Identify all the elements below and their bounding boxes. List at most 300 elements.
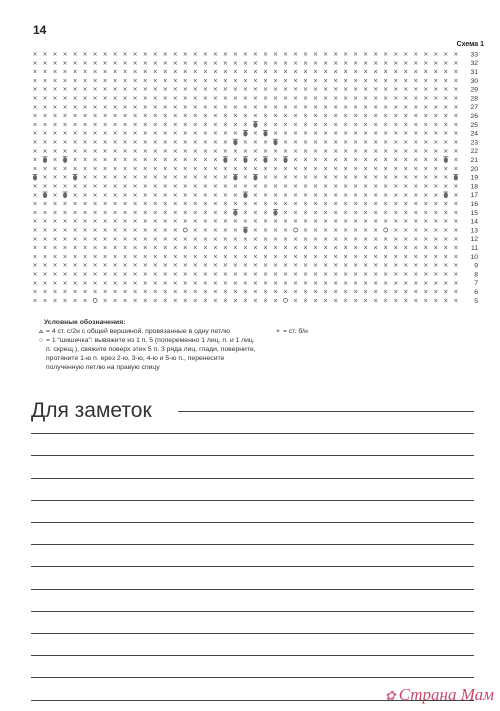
single-crochet-mark: × bbox=[433, 51, 439, 58]
row-number: 9 bbox=[474, 262, 478, 270]
single-crochet-mark: × bbox=[363, 200, 369, 208]
single-crochet-mark: × bbox=[383, 262, 389, 270]
single-crochet-mark: × bbox=[132, 139, 138, 146]
single-crochet-mark: × bbox=[423, 279, 429, 287]
single-crochet-mark: × bbox=[172, 121, 178, 129]
single-crochet-mark: × bbox=[72, 147, 78, 155]
single-crochet-mark: × bbox=[82, 51, 88, 58]
single-crochet-mark: × bbox=[82, 262, 88, 270]
single-crochet-mark: × bbox=[242, 235, 248, 243]
single-crochet-mark: × bbox=[383, 139, 389, 146]
single-crochet-mark: × bbox=[443, 288, 449, 296]
single-crochet-mark: × bbox=[393, 200, 399, 208]
single-crochet-mark: × bbox=[333, 244, 339, 252]
single-crochet-mark: × bbox=[242, 218, 248, 226]
single-crochet-mark: × bbox=[82, 77, 88, 85]
single-crochet-mark: × bbox=[453, 262, 459, 270]
single-crochet-mark: × bbox=[393, 130, 399, 138]
single-crochet-mark: × bbox=[172, 200, 178, 208]
single-crochet-mark: × bbox=[393, 279, 399, 287]
single-crochet-mark: × bbox=[413, 95, 419, 102]
single-crochet-mark: × bbox=[102, 262, 108, 270]
single-crochet-mark: × bbox=[373, 95, 379, 102]
single-crochet-mark: × bbox=[293, 191, 299, 199]
single-crochet-mark: × bbox=[202, 218, 208, 226]
row-number: 13 bbox=[470, 227, 478, 235]
single-crochet-mark: × bbox=[323, 95, 329, 102]
single-crochet-mark: × bbox=[313, 235, 319, 243]
single-crochet-mark: × bbox=[112, 253, 118, 261]
single-crochet-mark: × bbox=[192, 262, 198, 270]
single-crochet-mark: × bbox=[262, 279, 268, 287]
single-crochet-mark: × bbox=[353, 271, 359, 278]
bobble-mark bbox=[384, 228, 388, 232]
single-crochet-mark: × bbox=[262, 183, 268, 190]
single-crochet-mark: × bbox=[222, 68, 228, 76]
single-crochet-mark: × bbox=[433, 183, 439, 190]
single-crochet-mark: × bbox=[323, 244, 329, 252]
single-crochet-mark: × bbox=[92, 262, 98, 270]
single-crochet-mark: × bbox=[423, 191, 429, 199]
single-crochet-mark: × bbox=[272, 279, 278, 287]
single-crochet-mark: × bbox=[122, 235, 128, 243]
single-crochet-mark: × bbox=[102, 103, 108, 111]
single-crochet-mark: × bbox=[142, 218, 148, 226]
single-crochet-mark: × bbox=[112, 103, 118, 111]
single-crochet-mark: × bbox=[232, 103, 238, 111]
single-crochet-mark: × bbox=[192, 191, 198, 199]
single-crochet-mark: × bbox=[282, 253, 289, 261]
single-crochet-mark: × bbox=[453, 288, 459, 296]
single-crochet-mark: × bbox=[192, 288, 198, 296]
cluster-mark bbox=[223, 157, 228, 163]
single-crochet-mark: × bbox=[413, 235, 419, 243]
single-crochet-mark: × bbox=[353, 165, 359, 173]
single-crochet-mark: × bbox=[72, 253, 78, 261]
single-crochet-mark: × bbox=[353, 244, 359, 252]
single-crochet-mark: × bbox=[313, 209, 319, 217]
single-crochet-mark: × bbox=[142, 262, 148, 270]
single-crochet-mark: × bbox=[373, 156, 379, 164]
single-crochet-mark: × bbox=[132, 191, 138, 199]
single-crochet-mark: × bbox=[202, 227, 208, 234]
single-crochet-mark: × bbox=[383, 130, 389, 138]
single-crochet-mark: × bbox=[32, 139, 38, 146]
single-crochet-mark: × bbox=[42, 297, 48, 305]
single-crochet-mark: × bbox=[172, 165, 178, 173]
single-crochet-mark: × bbox=[423, 253, 429, 261]
single-crochet-mark: × bbox=[313, 147, 319, 155]
single-crochet-mark: × bbox=[42, 218, 48, 226]
single-crochet-mark: × bbox=[72, 262, 78, 270]
single-crochet-mark: × bbox=[62, 130, 68, 138]
single-crochet-mark: × bbox=[293, 279, 299, 287]
cluster-stitch-icon: ⩟ bbox=[38, 328, 44, 335]
row-number: 26 bbox=[470, 113, 478, 120]
single-crochet-mark: × bbox=[92, 235, 98, 243]
single-crochet-mark: × bbox=[192, 139, 198, 146]
single-crochet-mark: × bbox=[373, 262, 379, 270]
single-crochet-mark: × bbox=[323, 112, 329, 120]
single-crochet-mark: × bbox=[202, 147, 208, 155]
row-number: 10 bbox=[470, 253, 478, 261]
note-line bbox=[31, 478, 474, 479]
single-crochet-mark: × bbox=[252, 218, 258, 226]
single-crochet-mark: × bbox=[142, 147, 148, 155]
bobble-mark bbox=[93, 298, 97, 302]
single-crochet-mark: × bbox=[363, 227, 369, 234]
single-crochet-mark: × bbox=[102, 147, 108, 155]
single-crochet-mark: × bbox=[142, 297, 148, 305]
single-crochet-mark: × bbox=[132, 147, 138, 155]
single-crochet-mark: × bbox=[32, 77, 38, 85]
single-crochet-mark: × bbox=[293, 147, 299, 155]
single-crochet-mark: × bbox=[42, 103, 48, 111]
single-crochet-mark: × bbox=[262, 68, 268, 76]
single-crochet-mark: × bbox=[102, 165, 108, 173]
single-crochet-mark: × bbox=[192, 77, 198, 85]
single-crochet-mark: × bbox=[112, 183, 118, 190]
single-crochet-mark: × bbox=[132, 235, 138, 243]
single-crochet-mark: × bbox=[373, 297, 379, 305]
single-crochet-mark: × bbox=[282, 86, 289, 94]
cluster-mark bbox=[273, 210, 278, 216]
single-crochet-mark: × bbox=[282, 218, 289, 226]
single-crochet-mark: × bbox=[192, 200, 198, 208]
single-crochet-mark: × bbox=[222, 51, 228, 58]
single-crochet-mark: × bbox=[383, 86, 389, 94]
single-crochet-mark: × bbox=[152, 227, 158, 234]
single-crochet-mark: × bbox=[363, 121, 369, 129]
single-crochet-mark: × bbox=[443, 200, 449, 208]
single-crochet-mark: × bbox=[62, 297, 68, 305]
row-number: 5 bbox=[474, 297, 478, 305]
single-crochet-mark: × bbox=[313, 262, 319, 270]
single-crochet-mark: × bbox=[102, 51, 108, 58]
single-crochet-mark: × bbox=[222, 174, 228, 182]
single-crochet-mark: × bbox=[72, 86, 78, 94]
single-crochet-mark: × bbox=[152, 51, 158, 58]
single-crochet-mark: × bbox=[282, 183, 289, 190]
single-crochet-mark: × bbox=[262, 218, 268, 226]
single-crochet-mark: × bbox=[152, 130, 158, 138]
single-crochet-mark: × bbox=[52, 209, 58, 217]
single-crochet-mark: × bbox=[182, 183, 188, 190]
single-crochet-mark: × bbox=[353, 147, 359, 155]
single-crochet-mark: × bbox=[92, 227, 98, 234]
single-crochet-mark: × bbox=[232, 297, 238, 305]
single-crochet-mark: × bbox=[112, 156, 118, 164]
single-crochet-mark: × bbox=[242, 183, 248, 190]
single-crochet-mark: × bbox=[172, 279, 178, 287]
single-crochet-mark: × bbox=[72, 227, 78, 234]
single-crochet-mark: × bbox=[142, 191, 148, 199]
single-crochet-mark: × bbox=[182, 103, 188, 111]
single-crochet-mark: × bbox=[343, 139, 349, 146]
single-crochet-mark: × bbox=[222, 218, 228, 226]
cluster-mark bbox=[63, 157, 68, 163]
single-crochet-mark: × bbox=[363, 86, 369, 94]
single-crochet-mark: × bbox=[252, 253, 258, 261]
single-crochet-mark: × bbox=[293, 209, 299, 217]
single-crochet-mark: × bbox=[222, 165, 228, 173]
single-crochet-mark: × bbox=[122, 147, 128, 155]
single-crochet-mark: × bbox=[182, 279, 188, 287]
single-crochet-mark: × bbox=[383, 59, 389, 67]
single-crochet-mark: × bbox=[162, 227, 168, 234]
single-crochet-mark: × bbox=[212, 103, 218, 111]
single-crochet-mark: × bbox=[343, 183, 349, 190]
single-crochet-mark: × bbox=[192, 112, 198, 120]
single-crochet-mark: × bbox=[112, 59, 118, 67]
cluster-mark bbox=[243, 130, 248, 136]
single-crochet-mark: × bbox=[293, 51, 299, 58]
single-crochet-mark: × bbox=[232, 147, 238, 155]
single-crochet-mark: × bbox=[443, 262, 449, 270]
single-crochet-mark: × bbox=[353, 174, 359, 182]
note-line bbox=[31, 677, 474, 678]
single-crochet-mark: × bbox=[212, 235, 218, 243]
row-number: 24 bbox=[470, 130, 478, 138]
single-crochet-mark: × bbox=[423, 209, 429, 217]
single-crochet-mark: × bbox=[62, 68, 68, 76]
single-crochet-mark: × bbox=[403, 227, 409, 234]
single-crochet-mark: × bbox=[62, 86, 68, 94]
single-crochet-mark: × bbox=[333, 86, 339, 94]
single-crochet-mark: × bbox=[182, 86, 188, 94]
single-crochet-mark: × bbox=[202, 121, 208, 129]
row-number: 8 bbox=[474, 271, 478, 279]
single-crochet-mark: × bbox=[413, 156, 419, 164]
single-crochet-mark: × bbox=[102, 279, 108, 287]
single-crochet-mark: × bbox=[262, 59, 268, 67]
single-crochet-mark: × bbox=[323, 86, 329, 94]
single-crochet-mark: × bbox=[72, 112, 78, 120]
single-crochet-mark: × bbox=[373, 68, 379, 76]
single-crochet-mark: × bbox=[162, 297, 168, 305]
single-crochet-mark: × bbox=[162, 68, 168, 76]
single-crochet-mark: × bbox=[262, 139, 268, 146]
single-crochet-mark: × bbox=[293, 95, 299, 102]
single-crochet-mark: × bbox=[202, 271, 208, 278]
single-crochet-mark: × bbox=[182, 77, 188, 85]
single-crochet-mark: × bbox=[272, 183, 278, 190]
single-crochet-mark: × bbox=[192, 130, 198, 138]
single-crochet-mark: × bbox=[212, 244, 218, 252]
single-crochet-mark: × bbox=[62, 235, 68, 243]
single-crochet-mark: × bbox=[212, 51, 218, 58]
single-crochet-mark: × bbox=[222, 191, 228, 199]
single-crochet-mark: × bbox=[72, 51, 78, 58]
single-crochet-mark: × bbox=[252, 86, 258, 94]
single-crochet-mark: × bbox=[363, 156, 369, 164]
single-crochet-mark: × bbox=[42, 139, 48, 146]
single-crochet-mark: × bbox=[142, 112, 148, 120]
single-crochet-mark: × bbox=[152, 174, 158, 182]
single-crochet-mark: × bbox=[363, 51, 369, 58]
single-crochet-mark: × bbox=[32, 191, 38, 199]
single-crochet-mark: × bbox=[413, 253, 419, 261]
single-crochet-mark: × bbox=[52, 235, 58, 243]
single-crochet-mark: × bbox=[82, 297, 88, 305]
single-crochet-mark: × bbox=[272, 121, 278, 129]
single-crochet-mark: × bbox=[92, 218, 98, 226]
single-crochet-mark: × bbox=[272, 200, 278, 208]
row-number: 33 bbox=[470, 51, 478, 59]
single-crochet-mark: × bbox=[282, 209, 289, 217]
single-crochet-mark: × bbox=[152, 77, 158, 85]
single-crochet-mark: × bbox=[303, 200, 309, 208]
cluster-mark bbox=[263, 157, 268, 163]
single-crochet-mark: × bbox=[182, 209, 188, 217]
single-crochet-mark: × bbox=[453, 271, 459, 278]
single-crochet-mark: × bbox=[212, 209, 218, 217]
single-crochet-mark: × bbox=[423, 156, 429, 164]
single-crochet-mark: × bbox=[212, 121, 218, 129]
single-crochet-mark: × bbox=[413, 244, 419, 252]
single-crochet-mark: × bbox=[202, 191, 208, 199]
single-crochet-mark: × bbox=[242, 59, 248, 67]
single-crochet-mark: × bbox=[252, 235, 258, 243]
single-crochet-mark: × bbox=[52, 156, 58, 164]
single-crochet-mark: × bbox=[232, 59, 238, 67]
single-crochet-mark: × bbox=[433, 253, 439, 261]
single-crochet-mark: × bbox=[343, 121, 349, 129]
single-crochet-mark: × bbox=[182, 156, 188, 164]
single-crochet-mark: × bbox=[162, 86, 168, 94]
single-crochet-mark: × bbox=[212, 165, 218, 173]
single-crochet-mark: × bbox=[202, 297, 208, 305]
single-crochet-mark: × bbox=[282, 191, 289, 199]
single-crochet-mark: × bbox=[252, 103, 258, 111]
single-crochet-mark: × bbox=[413, 103, 419, 111]
single-crochet-mark: × bbox=[252, 244, 258, 252]
single-crochet-mark: × bbox=[92, 174, 98, 182]
single-crochet-mark: × bbox=[353, 227, 359, 234]
single-crochet-mark: × bbox=[152, 262, 158, 270]
single-crochet-mark: × bbox=[32, 227, 38, 234]
single-crochet-mark: × bbox=[282, 200, 289, 208]
single-crochet-mark: × bbox=[293, 130, 299, 138]
single-crochet-mark: × bbox=[92, 77, 98, 85]
single-crochet-mark: × bbox=[32, 235, 38, 243]
single-crochet-mark: × bbox=[403, 51, 409, 58]
single-crochet-mark: × bbox=[433, 271, 439, 278]
single-crochet-mark: × bbox=[413, 191, 419, 199]
single-crochet-mark: × bbox=[343, 244, 349, 252]
single-crochet-mark: × bbox=[333, 59, 339, 67]
single-crochet-mark: × bbox=[413, 68, 419, 76]
single-crochet-mark: × bbox=[333, 227, 339, 234]
single-crochet-mark: × bbox=[152, 156, 158, 164]
single-crochet-mark: × bbox=[383, 200, 389, 208]
single-crochet-mark: × bbox=[333, 191, 339, 199]
single-crochet-mark: × bbox=[182, 112, 188, 120]
single-crochet-mark: × bbox=[232, 86, 238, 94]
single-crochet-mark: × bbox=[52, 121, 58, 129]
single-crochet-mark: × bbox=[112, 200, 118, 208]
single-crochet-mark: × bbox=[443, 147, 449, 155]
single-crochet-mark: × bbox=[142, 288, 148, 296]
single-crochet-mark: × bbox=[122, 271, 128, 278]
single-crochet-mark: × bbox=[202, 209, 208, 217]
single-crochet-mark: × bbox=[242, 271, 248, 278]
single-crochet-mark: × bbox=[132, 183, 138, 190]
single-crochet-mark: × bbox=[172, 209, 178, 217]
single-crochet-mark: × bbox=[122, 174, 128, 182]
single-crochet-mark: × bbox=[202, 253, 208, 261]
single-crochet-mark: × bbox=[343, 297, 349, 305]
single-crochet-mark: × bbox=[383, 156, 389, 164]
single-crochet-mark: × bbox=[242, 262, 248, 270]
legend-item-single-crochet bbox=[273, 327, 308, 336]
single-crochet-mark: × bbox=[212, 86, 218, 94]
single-crochet-mark: × bbox=[363, 218, 369, 226]
single-crochet-mark: × bbox=[293, 244, 299, 252]
single-crochet-mark: × bbox=[393, 147, 399, 155]
single-crochet-mark: × bbox=[343, 279, 349, 287]
single-crochet-mark: × bbox=[343, 235, 349, 243]
single-crochet-mark: × bbox=[393, 297, 399, 305]
single-crochet-mark: × bbox=[42, 130, 48, 138]
single-crochet-mark: × bbox=[453, 86, 459, 94]
single-crochet-mark: × bbox=[82, 103, 88, 111]
single-crochet-mark: × bbox=[32, 253, 38, 261]
single-crochet-mark: × bbox=[212, 59, 218, 67]
single-crochet-mark: × bbox=[262, 271, 268, 278]
cluster-mark bbox=[453, 174, 458, 180]
single-crochet-mark: × bbox=[32, 297, 38, 305]
single-crochet-mark: × bbox=[433, 279, 439, 287]
single-crochet-mark: × bbox=[182, 262, 188, 270]
single-crochet-mark: × bbox=[122, 51, 128, 58]
single-crochet-mark: × bbox=[102, 218, 108, 226]
single-crochet-mark: × bbox=[453, 156, 459, 164]
single-crochet-mark: × bbox=[373, 209, 379, 217]
single-crochet-mark: × bbox=[42, 51, 48, 58]
single-crochet-mark: × bbox=[282, 121, 289, 129]
single-crochet-mark: × bbox=[82, 156, 88, 164]
single-crochet-mark: × bbox=[262, 147, 268, 155]
single-crochet-mark: × bbox=[282, 51, 289, 58]
single-crochet-mark: × bbox=[242, 95, 248, 102]
cluster-mark bbox=[63, 192, 68, 198]
single-crochet-mark: × bbox=[433, 139, 439, 146]
single-crochet-mark: × bbox=[242, 200, 248, 208]
single-crochet-mark: × bbox=[363, 174, 369, 182]
row-number: 17 bbox=[470, 192, 478, 200]
single-crochet-mark: × bbox=[363, 191, 369, 199]
single-crochet-mark: × bbox=[252, 271, 258, 278]
single-crochet-mark: × bbox=[323, 200, 329, 208]
single-crochet-mark: × bbox=[82, 130, 88, 138]
single-crochet-mark: × bbox=[343, 174, 349, 182]
single-crochet-mark: × bbox=[112, 165, 118, 173]
single-crochet-mark: × bbox=[403, 279, 409, 287]
single-crochet-mark: × bbox=[363, 95, 369, 102]
single-crochet-mark: × bbox=[363, 288, 369, 296]
single-crochet-mark: × bbox=[202, 235, 208, 243]
single-crochet-mark: × bbox=[72, 95, 78, 102]
single-crochet-mark: × bbox=[222, 262, 228, 270]
single-crochet-mark: × bbox=[242, 68, 248, 76]
single-crochet-mark: × bbox=[403, 183, 409, 190]
single-crochet-mark: × bbox=[152, 297, 158, 305]
single-crochet-mark: × bbox=[443, 59, 449, 67]
single-crochet-mark: × bbox=[363, 271, 369, 278]
single-crochet-mark: × bbox=[383, 235, 389, 243]
single-crochet-mark: × bbox=[343, 200, 349, 208]
